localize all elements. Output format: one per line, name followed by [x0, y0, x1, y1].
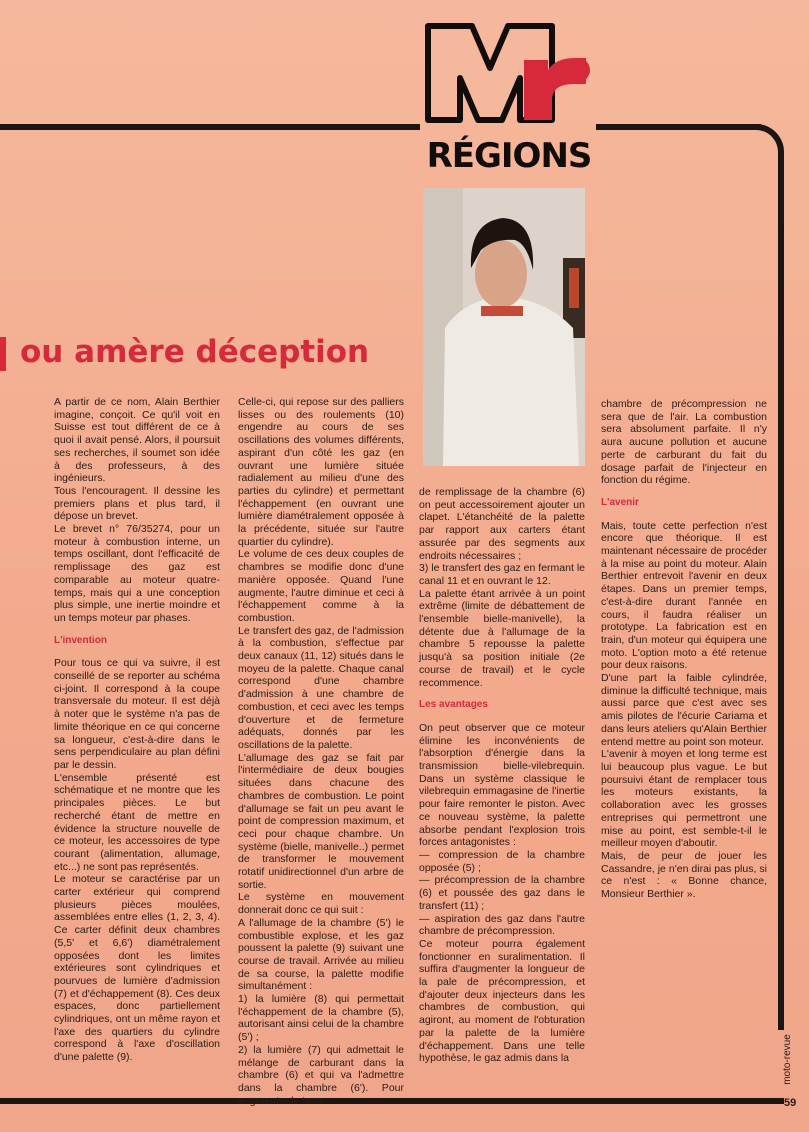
magazine-name-text: moto-revue [781, 1034, 793, 1085]
mr-logo [424, 20, 594, 130]
paragraph: de remplissage de la chambre (6) on peut accessoirement ajouter un clapet. L'étanchéité de la palette par rapport aux carters étant assurée par des segments aux endroits nécessaires ; [419, 486, 585, 562]
section-title: RÉGIONS [426, 136, 592, 176]
paragraph: 2) la lumière (7) qui admettait le mélange de carburant dans la chambre (6) et qui va l'admettre dans la chambre (6'). Pour augmenter le taux [238, 1043, 404, 1107]
paragraph: chambre de précompression ne sera que de l'air. La combustion sera absolument parfaite. Il n'y aura aucune pollution et aucune perte de carburant du fait du dosage parfait de l'injecteur en fonction du régime. [601, 398, 767, 487]
paragraph: On peut observer que ce moteur élimine les inconvénients de l'absorption d'énergie dans la transmission bielle-vilebrequin. Dans un système classique le vilebrequin emmagasine de l'inertie pour faire remonter le piston. Avec ce nouveau système, la palette absorbe pendant l'explosion trois forces antagonistes : [419, 721, 585, 849]
column-4 [601, 398, 767, 901]
headline-bar [0, 337, 6, 371]
paragraph: 1) la lumière (8) qui permettait l'échappement de la chambre (5), autorisant ainsi celui de la chambre (5') ; [238, 993, 404, 1044]
paragraph: D'une part la faible cylindrée, diminue la difficulté technique, mais aussi parce que c'est avec ses amis pilotes de l'écurie Cariama et dans leurs ateliers qu'Alain Berthier entend mettre au point son moteur. [601, 672, 767, 748]
paragraph: Mais, de peur de jouer les Cassandre, je n'en dirai pas plus, si ce n'est : « Bonne chance, Monsieur Berthier ». [601, 849, 767, 901]
subheading-future: L'avenir [601, 496, 639, 508]
column-1 [54, 396, 220, 1064]
paragraph: Celle-ci, qui repose sur des palliers lisses ou des roulements (10) engendre au cours de ses oscillations des volumes différents, aspirant d'un côté les gaz (en ouvrant une lumière située radialement au milieu d'une des parties du cylindre) et permettant l'échappement (en ouvrant une lumière diamétralement opposée à la précédente, située sur l'autre quartier du cylindre). [238, 396, 404, 548]
frame-corner [720, 124, 784, 194]
paragraph: Le volume de ces deux couples de chambres se modifie donc d'une manière opposée. Quand l'une augmente, l'autre diminue et ceci à l'échappement comme à la combustion. [238, 548, 404, 624]
page-number: 59 [784, 1097, 797, 1109]
paragraph: — aspiration des gaz dans l'autre chambre de précompression. [419, 912, 585, 938]
portrait-photo [423, 188, 585, 466]
paragraph: — compression de la chambre opposée (5) ; [419, 848, 585, 874]
paragraph: L'ensemble présenté est schématique et ne montre que les principales pièces. Le but recherché étant de mettre en évidence la structure nouvelle de ce moteur, les accessoires de type courant (alimentation, allumage, etc...) ne sont pas représentés. [54, 771, 220, 873]
subheading-invention: L'invention [54, 634, 107, 646]
paragraph: A partir de ce nom, Alain Berthier imagine, conçoit. Ce qu'il voit en Suisse est tout différent de ce à quoi il avait pensé. Alors, il poursuit ses recherches, il soumet son idée à des professeurs, à des ingénieurs. [54, 396, 220, 485]
paragraph: L'avenir à moyen et long terme est lui beaucoup plus vague. Le but poursuivi étant de remplacer tous les moteurs existants, la collaboration avec les grosses entreprises qui permettront une mise au point, est semble-t-il le meilleur moyen d'aboutir. [601, 748, 767, 850]
paragraph: Le système en mouvement donnerait donc ce qui suit : [238, 891, 404, 917]
paragraph: Le moteur se caractérise par un carter extérieur qui comprend plusieurs pièces moulées, assemblées entre elles (1, 2, 3, 4). Ce carter définit deux chambres (5,5' et 6,6') diamétralement opposées dont les limites extérieures sont cylindriques et pourvues de lumière d'admission (7) et d'échappement (8). Ces deux espaces, donc partiellement cylindriques, ont un même rayon et l'axe des quartiers du cylindre correspond à l'axe d'oscillation d'une palette (9). [54, 873, 220, 1064]
headline-text: ou amère déception [20, 334, 370, 370]
column-3 [419, 486, 585, 1065]
paragraph: 3) le transfert des gaz en fermant le canal 11 et en ouvrant le 12. [419, 562, 585, 587]
paragraph: Pour tous ce qui va suivre, il est conseillé de se reporter au schéma ci-joint. Il correspond à la coupe transversale du moteur. Il est déjà à noter que le système n'a pas de limite théorique en ce qui concerne sa longueur, c'est-à-dire dans le sens perpendiculaire au plan défini par le dessin. [54, 657, 220, 771]
article-headline [0, 334, 420, 371]
paragraph: La palette étant arrivée à un point extrême (limite de débattement de l'ensemble bielle-manivelle), la détente due à l'allumage de la chambre 5 repousse la palette jusqu'à sa position initiale (2e course de travail) et le cycle recommence. [419, 587, 585, 689]
paragraph: Tous l'encouragent. Il dessine les premiers plans et plus tard, il dépose un brevet. [54, 484, 220, 523]
frame-line-top-left [0, 124, 420, 130]
subheading-advantages: Les avantages [419, 699, 488, 711]
paragraph: Le transfert des gaz, de l'admission à la combustion, s'effectue par deux canaux (11, 12) situés dans le moyeu de la palette. Chaque canal correspond d'une chambre d'admission à une chambre de combustion, et ceci avec les temps d'ouverture et de fermeture adéquats, donnés par les oscillations de la palette. [238, 624, 404, 751]
frame-line-right [778, 180, 784, 1030]
paragraph: Mais, toute cette perfection n'est encore que théorique. Il est maintenant nécessaire de procéder à la mise au point du moteur. Alain Berthier entrevoit l'avenir en deux étapes. Dans un premier temps, c'est-à-dire durant l'année en cours, il faudra réaliser un prototype. La fabrication est en train, d'un moteur qui équipera une moto. L'option moto a été retenue pour deux raisons. [601, 519, 767, 672]
paragraph: L'allumage des gaz se fait par l'intermédiaire de deux bougies situées dans chacune des chambres de combustion. Le point d'allumage se fait un peu avant le point de compression maximum, et ceci pour chaque chambre. Un système (bielle, manivelle..) permet de transformer le mouvement rotatif unidirectionnel d'un arbre de sortie. [238, 751, 404, 891]
paragraph: — précompression de la chambre (6) et poussée des gaz dans le transfert (11) ; [419, 874, 585, 912]
paragraph: A l'allumage de la chambre (5') le combustible explose, et les gaz poussent la palette (9) suivant une course de travail. Arrivée au milieu de sa course, la palette modifie simultanément : [238, 916, 404, 993]
column-2 [238, 396, 404, 1107]
paragraph: Ce moteur pourra également fonctionner en suralimentation. Il suffira d'augmenter la longueur de la pale de précompression, et d'ajouter deux injecteurs dans les chambres de combustion, qui agiront, au moment de l'obturation par la palette de la lumière d'échappement. Dans une telle hypothèse, le gaz admis dans la [419, 937, 585, 1065]
magazine-name [781, 1030, 804, 1094]
paragraph: Le brevet n° 76/35274, pour un moteur à combustion interne, un temps oscillant, dont l'efficacité de remplissage des gaz est comparable au moteur quatre-temps, mais qui a une conception plus simple, une inertie moindre et un temps moteur par phases. [54, 523, 220, 624]
